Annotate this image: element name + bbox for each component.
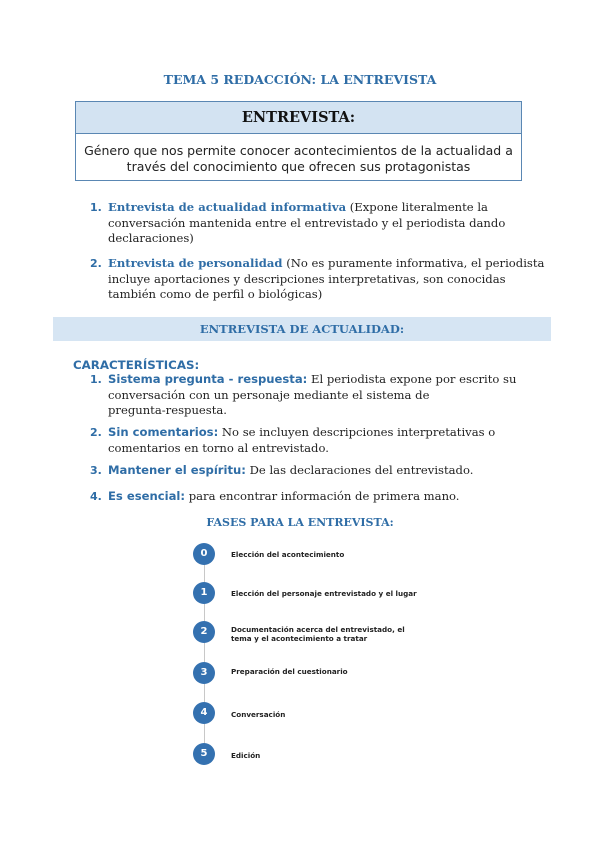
- step-number-badge: 3: [193, 662, 215, 684]
- step-number-badge: 0: [193, 543, 215, 565]
- timeline-step: [193, 621, 215, 643]
- characteristic-term: Mantener el espíritu:: [108, 463, 246, 477]
- type-text: incluye aportaciones y descripciones interpretativas, son conocidas: [108, 271, 506, 286]
- page-title: TEMA 5 REDACCIÓN: LA ENTREVISTA: [163, 72, 437, 87]
- step-number-badge: 2: [193, 621, 215, 643]
- step-label: Elección del personaje entrevistado y el lugar: [231, 589, 417, 598]
- characteristics-heading: CARACTERÍSTICAS:: [73, 358, 200, 372]
- step-label: Documentación acerca del entrevistado, el tema y el acontecimiento a tratar: [231, 625, 405, 643]
- definition-box: [75, 101, 522, 181]
- characteristic-term: Es esencial:: [108, 489, 186, 503]
- type-text: (Expone literalmente la: [349, 200, 488, 214]
- characteristic-term: Sistema pregunta - respuesta:: [108, 372, 308, 386]
- characteristic-text: para encontrar información de primera mano.: [188, 489, 460, 503]
- characteristic-term: Sin comentarios:: [108, 425, 219, 439]
- timeline-step: [193, 582, 215, 604]
- step-label: Preparación del cuestionario: [231, 667, 348, 676]
- type-text: conversación mantenida entre el entrevistado y el periodista dando: [108, 215, 506, 230]
- list-number: 2.: [90, 426, 102, 439]
- list-number: 3.: [90, 464, 102, 477]
- characteristic-text: No se incluyen descripciones interpretativas o: [221, 425, 496, 439]
- type-text: declaraciones): [108, 231, 194, 246]
- step-label: Edición: [231, 751, 261, 760]
- definition-heading: ENTREVISTA:: [76, 102, 521, 134]
- timeline-step: [193, 743, 215, 765]
- type-term: Entrevista de personalidad: [108, 256, 283, 270]
- characteristics-list: [90, 372, 550, 512]
- list-number: 4.: [90, 490, 102, 503]
- list-number: 2.: [90, 257, 102, 270]
- types-list: [90, 200, 550, 300]
- step-label: Conversación: [231, 710, 286, 719]
- characteristic-text: El periodista expone por escrito su: [311, 372, 517, 386]
- step-label: Elección del acontecimiento: [231, 550, 345, 559]
- definition-line: Género que nos permite conocer acontecimientos de la actualidad a: [84, 143, 513, 158]
- timeline-step: [193, 543, 215, 565]
- step-number-badge: 4: [193, 702, 215, 724]
- step-number-badge: 1: [193, 582, 215, 604]
- type-term: Entrevista de actualidad informativa: [108, 200, 347, 214]
- step-number-badge: 5: [193, 743, 215, 765]
- characteristic-text: pregunta-respuesta.: [108, 403, 227, 418]
- timeline-step: [193, 702, 215, 724]
- characteristic-text: conversación con un personaje mediante el sistema de: [108, 387, 430, 402]
- timeline-step: [193, 662, 215, 684]
- definition-line: través del conocimiento que ofrecen sus protagonistas: [126, 159, 471, 174]
- phases-heading: FASES PARA LA ENTREVISTA:: [206, 516, 394, 529]
- characteristic-text: comentarios en torno al entrevistado.: [108, 440, 329, 455]
- list-number: 1.: [90, 201, 102, 214]
- type-text: (No es puramente informativa, el periodista: [286, 256, 545, 270]
- type-text: también como de perfil o biológicas): [108, 287, 323, 302]
- characteristic-text: De las declaraciones del entrevistado.: [249, 463, 474, 477]
- section-band: ENTREVISTA DE ACTUALIDAD:: [53, 317, 551, 341]
- definition-text: [76, 134, 521, 175]
- list-number: 1.: [90, 373, 102, 386]
